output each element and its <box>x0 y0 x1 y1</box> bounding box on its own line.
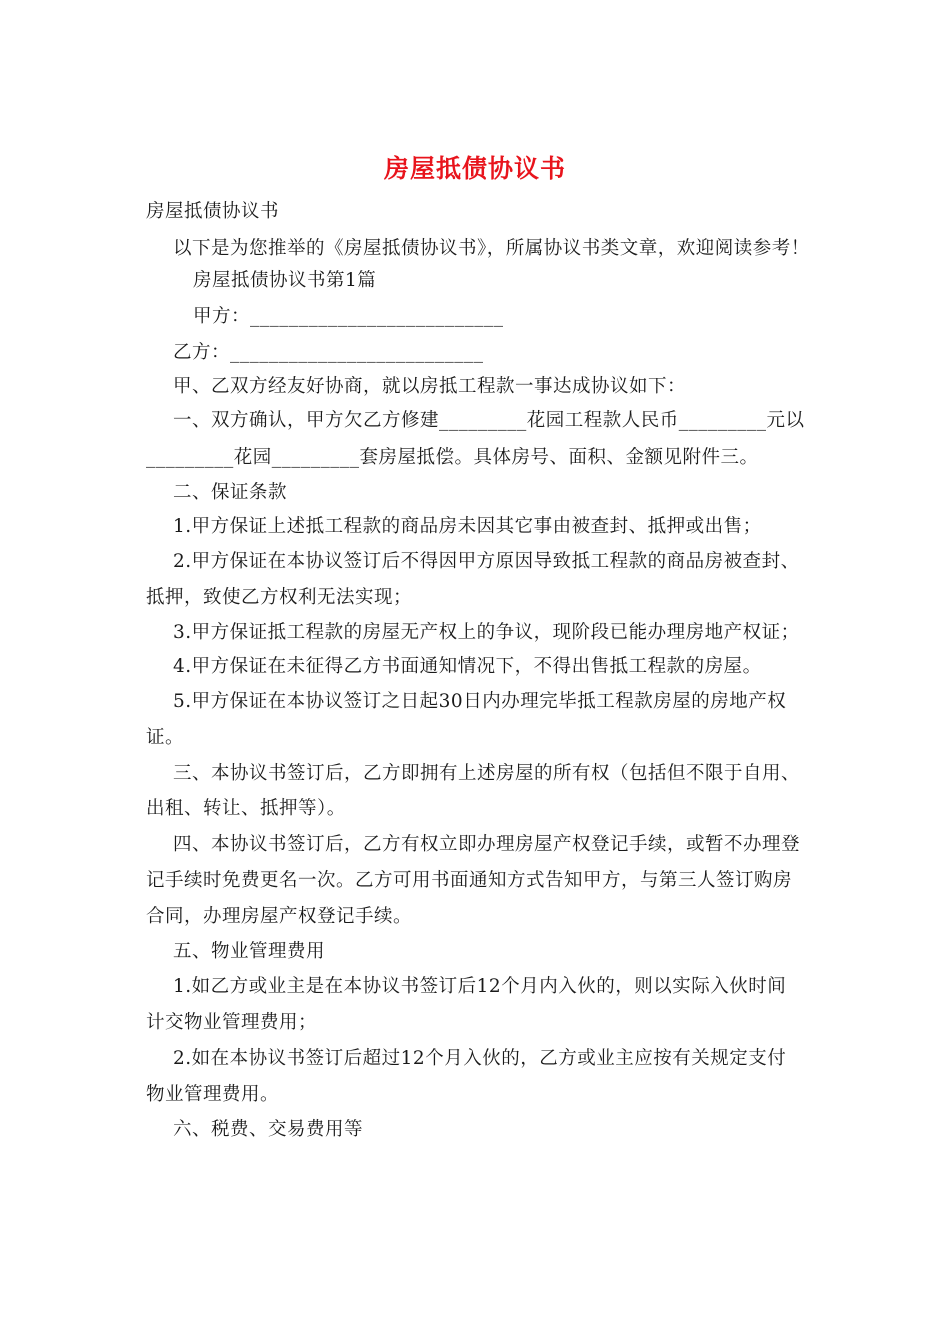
paragraph-line: 甲、乙双方经友好协商，就以房抵工程款一事达成协议如下： <box>173 376 687 397</box>
subtitle-line: 房屋抵债协议书 <box>146 201 280 222</box>
section-heading: 六、税费、交易费用等 <box>173 1119 364 1140</box>
document-title: 房屋抵债协议书 <box>383 154 566 183</box>
paragraph-line: 2.如在本协议书签订后超过12个月入伙的，乙方或业主应按有关规定支付 <box>173 1048 787 1069</box>
paragraph-line: 一、双方确认，甲方欠乙方修建_________花园工程款人民币_________元以 <box>173 410 805 431</box>
paragraph-line: 四、本协议书签订后，乙方有权立即办理房屋产权登记手续，或暂不办理登 <box>173 834 801 855</box>
chapter-heading: 房屋抵债协议书第1篇 <box>193 270 377 291</box>
party-a-line: 甲方：__________________________ <box>193 306 504 327</box>
paragraph-line: 三、本协议书签订后，乙方即拥有上述房屋的所有权（包括但不限于自用、 <box>173 763 801 784</box>
paragraph-line: 合同，办理房屋产权登记手续。 <box>146 906 413 927</box>
paragraph-line: 1.如乙方或业主是在本协议书签订后12个月内入伙的，则以实际入伙时间 <box>173 976 787 997</box>
intro-line: 以下是为您推举的《房屋抵债协议书》，所属协议书类文章，欢迎阅读参考！ <box>173 238 810 259</box>
paragraph-line: 2.甲方保证在本协议签订后不得因甲方原因导致抵工程款的商品房被查封、 <box>173 551 800 572</box>
paragraph-line: 1.甲方保证上述抵工程款的商品房未因其它事由被查封、抵押或出售； <box>173 516 762 537</box>
paragraph-line: 抵押，致使乙方权利无法实现； <box>146 587 413 608</box>
paragraph-line: 证。 <box>146 727 185 748</box>
paragraph-line: 3.甲方保证抵工程款的房屋无产权上的争议，现阶段已能办理房地产权证； <box>173 622 800 643</box>
paragraph-line: 记手续时免费更名一次。乙方可用书面通知方式告知甲方，与第三人签订购房 <box>146 870 793 891</box>
paragraph-line: 物业管理费用。 <box>146 1084 280 1105</box>
paragraph-line: 计交物业管理费用； <box>146 1012 318 1033</box>
section-heading: 二、保证条款 <box>173 482 288 503</box>
paragraph-line: 出租、转让、抵押等）。 <box>146 798 346 819</box>
paragraph-line: 4.甲方保证在未征得乙方书面通知情况下，不得出售抵工程款的房屋。 <box>173 656 762 677</box>
paragraph-line: 5.甲方保证在本协议签订之日起30日内办理完毕抵工程款房屋的房地产权 <box>173 691 787 712</box>
section-heading: 五、物业管理费用 <box>173 941 326 962</box>
party-b-line: 乙方：__________________________ <box>173 342 484 363</box>
paragraph-line: _________花园_________套房屋抵偿。具体房号、面积、金额见附件三。 <box>146 447 759 468</box>
